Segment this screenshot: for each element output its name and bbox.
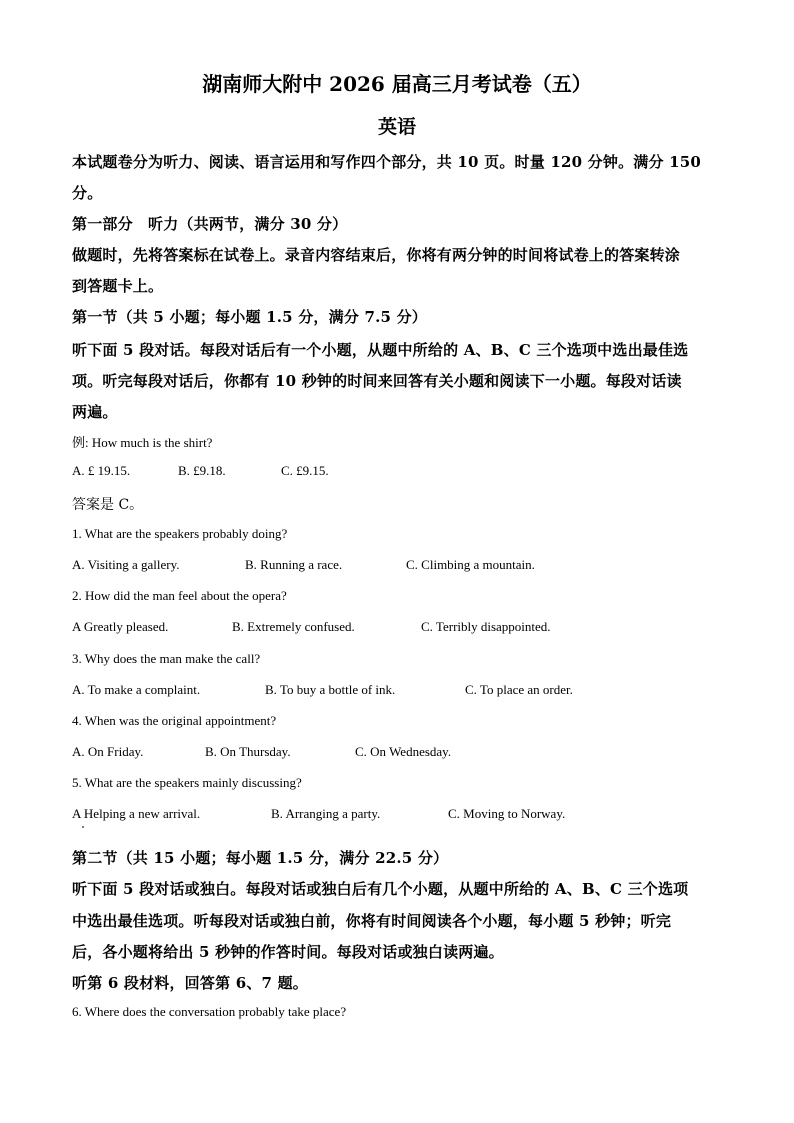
question-4-option-c: C. On Wednesday. <box>355 744 452 759</box>
question-4-stem: 4. When was the original appointment? <box>72 713 277 728</box>
question-2-option-c: C. Terribly disappointed. <box>421 619 551 634</box>
example-answer: 答案是 C。 <box>72 497 144 513</box>
question-1-stem: 1. What are the speakers probably doing? <box>72 526 288 541</box>
subject-title: 英语 <box>377 116 416 138</box>
section2-material: 听第 6 段材料，回答第 6、7 题。 <box>72 974 309 992</box>
question-3-stem: 3. Why does the man make the call? <box>72 651 261 666</box>
question-1-option-c: C. Climbing a mountain. <box>406 557 535 572</box>
section1-instruction-1: 听下面 5 段对话。每段对话后有一个小题，从题中所给的 A、B、C 三个选项中选出最佳选 <box>72 341 689 359</box>
section1-instruction-2: 项。听完每段对话后，你都有 10 秒钟的时间来回答有关小题和阅读下一小题。每段对话读 <box>72 372 682 390</box>
section1-heading: 第一节（共 5 小题；每小题 1.5 分，满分 7.5 分） <box>72 308 427 326</box>
question-4-option-b: B. On Thursday. <box>205 744 291 759</box>
question-2-stem: 2. How did the man feel about the opera? <box>72 588 287 603</box>
intro-line-1: 本试题卷分为听力、阅读、语言运用和写作四个部分，共 10 页。时量 120 分钟。满分 150 <box>72 153 702 171</box>
question-2-option-b: B. Extremely confused. <box>232 619 355 634</box>
question-1-option-b: B. Running a race. <box>245 557 343 572</box>
part1-instruction-1: 做题时，先将答案标在试卷上。录音内容结束后，你将有两分钟的时间将试卷上的答案转涂 <box>72 246 681 264</box>
section2-heading: 第二节（共 15 小题；每小题 1.5 分，满分 22.5 分） <box>72 849 449 867</box>
question-1-option-a: A. Visiting a gallery. <box>72 557 180 572</box>
question-3-option-a: A. To make a complaint. <box>72 682 201 697</box>
section2-instruction-2: 中选出最佳选项。听每段对话或独白前，你将有时间阅读各个小题，每小题 5 秒钟；听完 <box>72 912 672 930</box>
question-3-option-b: B. To buy a bottle of ink. <box>265 682 396 697</box>
section1-instruction-3: 两遍。 <box>72 403 118 421</box>
example-option-a: A. £ 19.15. <box>72 463 131 478</box>
part1-instruction-2: 到答题卡上。 <box>72 277 164 295</box>
intro-line-2: 分。 <box>72 184 103 202</box>
question-4-option-a: A. On Friday. <box>72 744 144 759</box>
section2-instruction-3: 后，各小题将给出 5 秒钟的作答时间。每段对话或独白读两遍。 <box>72 943 504 961</box>
example-option-c: C. £9.15. <box>281 463 329 478</box>
stray-mark <box>82 826 84 828</box>
example-question: 例: How much is the shirt? <box>72 435 213 450</box>
question-5-option-c: C. Moving to Norway. <box>448 806 566 821</box>
question-5-stem: 5. What are the speakers mainly discussing? <box>72 775 302 790</box>
exam-title: 湖南师大附中 2026 届高三月考试卷（五） <box>202 72 592 96</box>
question-3-option-c: C. To place an order. <box>465 682 573 697</box>
question-6-stem: 6. Where does the conversation probably take place? <box>72 1004 347 1019</box>
question-5-option-b: B. Arranging a party. <box>271 806 381 821</box>
section2-instruction-1: 听下面 5 段对话或独白。每段对话或独白后有几个小题，从题中所给的 A、B、C 三个选项 <box>72 880 689 898</box>
example-option-b: B. £9.18. <box>178 463 226 478</box>
question-2-option-a: A Greatly pleased. <box>72 619 169 634</box>
question-5-option-a: A Helping a new arrival. <box>72 806 201 821</box>
part1-heading: 第一部分 听力（共两节，满分 30 分） <box>72 215 348 233</box>
